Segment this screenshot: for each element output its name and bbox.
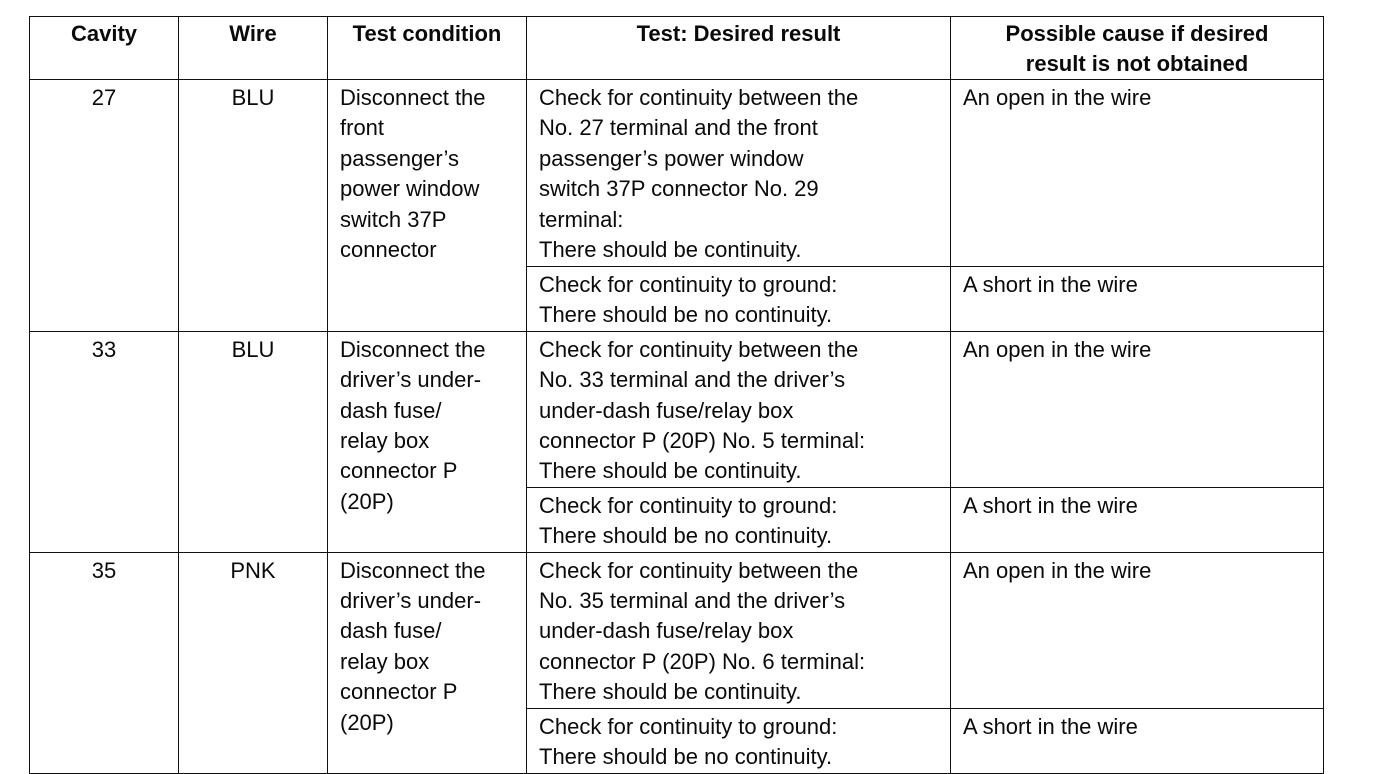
condition-line: (20P) [340,488,394,514]
condition-line: relay box [340,428,430,454]
possible-cause-cell: A short in the wire [951,708,1324,773]
test-condition-cell [328,552,527,773]
wire-cell: BLU [179,331,328,552]
result-line: There should be no continuity. [539,523,833,549]
header-possible-cause-line1: Possible cause if desired [1005,21,1269,46]
possible-cause-cell: A short in the wire [951,487,1324,552]
condition-line: front [340,115,385,141]
result-line: passenger’s power window [539,145,804,171]
desired-result-cell [527,267,951,332]
condition-line: Disconnect the [340,557,486,583]
test-condition-cell [328,80,527,332]
header-possible-cause [951,17,1324,80]
result-line: switch 37P connector No. 29 [539,176,819,202]
condition-line: power window [340,176,480,202]
condition-line: dash fuse/ [340,618,442,644]
desired-result-cell [527,487,951,552]
cavity-cell: 35 [30,552,179,773]
result-line: Check for continuity to ground: [539,272,838,297]
result-line: Check for continuity between the [539,557,859,583]
result-line: under-dash fuse/relay box [539,618,794,644]
condition-line: connector P [340,458,458,484]
result-line: under-dash fuse/relay box [539,397,794,423]
result-line: Check for continuity between the [539,85,859,110]
condition-line: dash fuse/ [340,397,442,423]
result-line: There should be continuity. [539,679,802,705]
condition-line: driver’s under- [340,367,482,393]
condition-line: (20P) [340,709,394,735]
cavity-cell: 27 [30,80,179,332]
result-line: No. 27 terminal and the front [539,115,818,141]
result-line: Check for continuity to ground: [539,713,838,739]
header-wire: Wire [179,17,328,80]
result-line: No. 35 terminal and the driver’s [539,588,846,614]
header-possible-cause-line2: result is not obtained [1025,51,1249,76]
table-header [30,17,1324,80]
table-row [30,80,1324,267]
header-row [30,17,1324,80]
table-row [30,331,1324,487]
condition-line: relay box [340,648,430,674]
condition-line: driver’s under- [340,588,482,614]
possible-cause-cell: An open in the wire [951,80,1324,267]
condition-line: switch 37P [340,206,447,232]
result-line: connector P (20P) No. 6 terminal: [539,648,866,674]
desired-result-cell [527,331,951,487]
wire-cell: PNK [179,552,328,773]
desired-result-cell [527,552,951,708]
result-line: connector P (20P) No. 5 terminal: [539,428,866,454]
condition-line: Disconnect the [340,85,486,110]
possible-cause-cell: An open in the wire [951,552,1324,708]
table-body [30,80,1324,774]
desired-result-cell [527,80,951,267]
result-line: No. 33 terminal and the driver’s [539,367,846,393]
result-line: There should be no continuity. [539,302,833,328]
result-line: There should be continuity. [539,237,802,263]
table-row [30,552,1324,708]
condition-line: passenger’s [340,145,460,171]
desired-result-cell [527,708,951,773]
test-condition-cell [328,331,527,552]
result-line: terminal: [539,206,624,232]
result-line: There should be no continuity. [539,744,833,770]
header-cavity: Cavity [30,17,179,80]
cavity-cell: 33 [30,331,179,552]
condition-line: connector P [340,679,458,705]
result-line: Check for continuity to ground: [539,492,838,518]
header-desired-result: Test: Desired result [527,17,951,80]
condition-line: Disconnect the [340,336,486,362]
wire-cell: BLU [179,80,328,332]
result-line: Check for continuity between the [539,336,859,362]
condition-line: connector [340,237,437,263]
possible-cause-cell: A short in the wire [951,267,1324,332]
circuit-test-table [29,16,1324,774]
result-line: There should be continuity. [539,458,802,484]
header-test-condition: Test condition [328,17,527,80]
possible-cause-cell: An open in the wire [951,331,1324,487]
